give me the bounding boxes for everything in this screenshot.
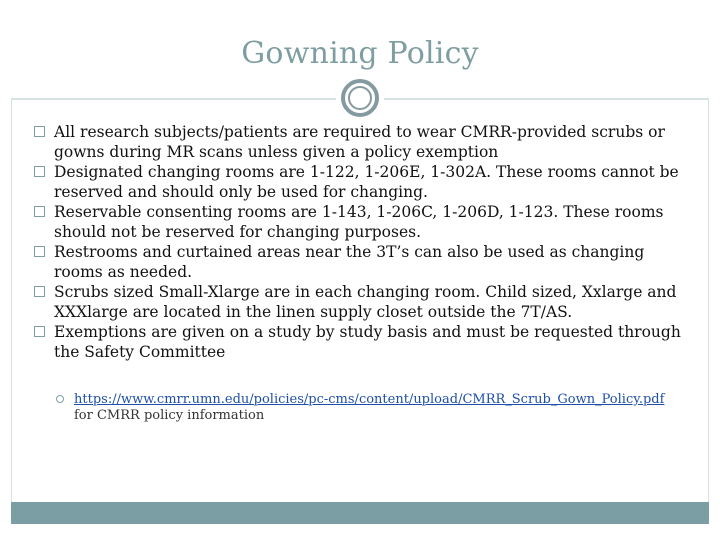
slide-title: Gowning Policy [241, 36, 479, 71]
title-divider-left [11, 98, 336, 100]
sub-bullet [56, 392, 674, 424]
square-bullet-icon [34, 326, 45, 337]
bullet-text: Restrooms and curtained areas near the 3T’s can also be used as changing rooms as needed. [54, 243, 645, 281]
square-bullet-icon [34, 206, 45, 217]
bullet-text: All research subjects/patients are required to wear CMRR-provided scrubs or gowns during MR scans unless given a policy exemption [54, 123, 665, 161]
bullet-list [34, 122, 694, 362]
title-divider-right [384, 98, 709, 100]
policy-link[interactable]: https://www.cmrr.umn.edu/policies/pc-cms/content/upload/CMRR_Scrub_Gown_Policy.pdf [74, 392, 665, 407]
bullet-item [34, 162, 694, 202]
bullet-item [34, 242, 694, 282]
square-bullet-icon [34, 166, 45, 177]
footer-bar [11, 502, 709, 524]
square-bullet-icon [34, 246, 45, 257]
square-bullet-icon [34, 286, 45, 297]
square-bullet-icon [34, 126, 45, 137]
bullet-item [34, 122, 694, 162]
circle-bullet-icon [56, 395, 64, 403]
bullet-item [34, 202, 694, 242]
bullet-item [34, 322, 694, 362]
bullet-text: Designated changing rooms are 1-122, 1-206E, 1-302A. These rooms cannot be reserved and should only be used for changing. [54, 163, 679, 201]
bullet-item [34, 282, 694, 322]
ring-icon [341, 79, 379, 117]
bullet-text: Scrubs sized Small-Xlarge are in each changing room. Child sized, Xxlarge and XXXlarge are located in the linen supply closet outside the 7T/AS. [54, 283, 677, 321]
bullet-text: Exemptions are given on a study by study basis and must be requested through the Safety Committee [54, 323, 681, 361]
sub-bullet-text: for CMRR policy information [74, 408, 265, 423]
bullet-text: Reservable consenting rooms are 1-143, 1-206C, 1-206D, 1-123. These rooms should not be reserved for changing purposes. [54, 203, 664, 241]
